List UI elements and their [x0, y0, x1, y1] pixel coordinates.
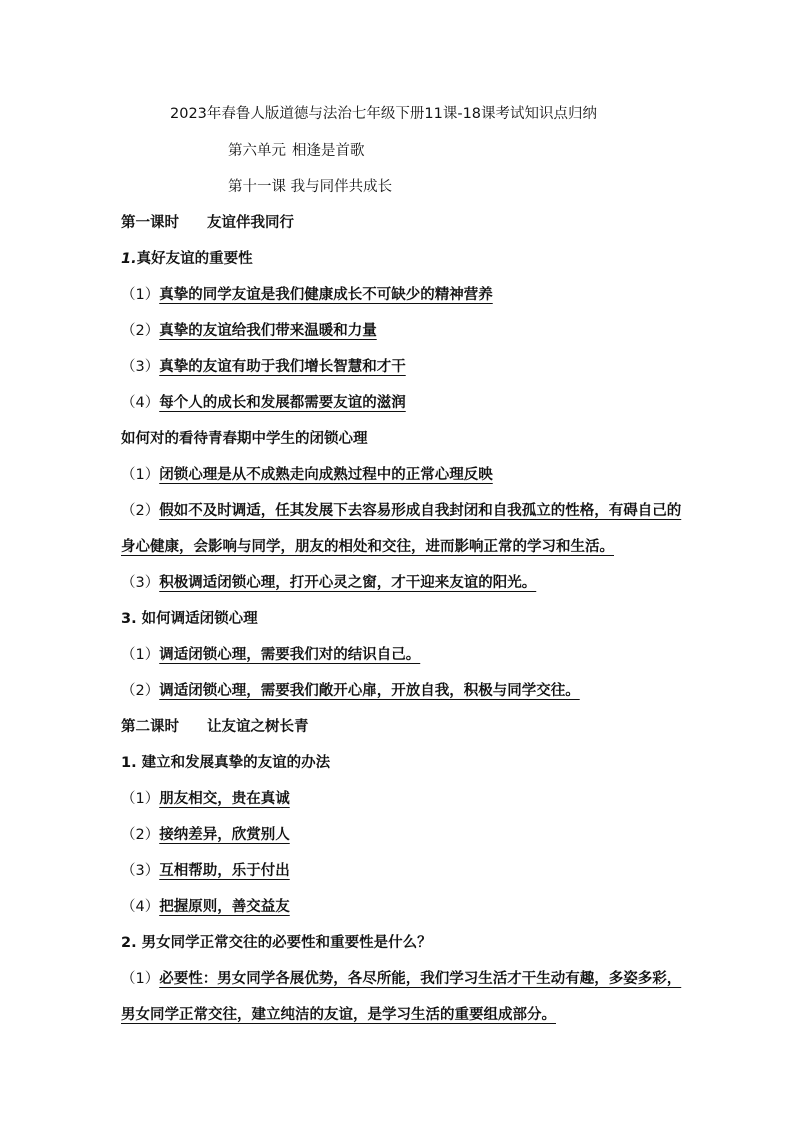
- list-item-continuation: [121, 537, 614, 557]
- period-2-title: 让友谊之树长青: [207, 719, 309, 735]
- list-item: [121, 393, 406, 413]
- list-item: [121, 681, 580, 701]
- list-item-number: （1）: [121, 287, 160, 303]
- period-2-label: 第二课时: [121, 719, 179, 735]
- list-item: [121, 825, 290, 845]
- list-item-text: 闭锁心理是从不成熟走向成熟过程中的正常心理反映: [159, 467, 493, 483]
- list-item: [121, 645, 420, 665]
- list-item: [121, 357, 406, 377]
- list-item-text: 调适闭锁心理，需要我们敞开心扉，开放自我，积极与同学交往。: [159, 683, 580, 699]
- list-item: [121, 501, 681, 521]
- list-item: [121, 789, 290, 809]
- list-item-text: 真挚的友谊给我们带来温暖和力量: [159, 323, 377, 339]
- list-item-text: 真挚的同学友谊是我们健康成长不可缺少的精神营养: [159, 287, 493, 303]
- list-item-text: 积极调适闭锁心理，打开心灵之窗，才干迎来友谊的阳光。: [159, 575, 537, 591]
- document-title: 2023年春鲁人版道德与法治七年级下册11课-18课考试知识点归纳: [170, 106, 598, 122]
- unit-label: 第六单元: [228, 143, 286, 159]
- list-item-number: （2）: [121, 827, 160, 843]
- list-item-number: （2）: [121, 683, 160, 699]
- list-item-continuation: [121, 1005, 556, 1025]
- list-item-text: 必要性：男女同学各展优势，各尽所能，我们学习生活才干生动有趣，多姿多彩，: [159, 971, 682, 987]
- list-item-text: 朋友相交，贵在真诚: [159, 791, 290, 807]
- section-1-number: 1.: [121, 251, 137, 267]
- list-item-number: （1）: [121, 791, 160, 807]
- list-item: [121, 969, 681, 989]
- list-item-number: （2）: [121, 323, 160, 339]
- list-item: [121, 861, 290, 881]
- period-1-heading: [121, 213, 294, 233]
- section-2-heading: 如何对的看待青春期中学生的闭锁心理: [121, 431, 368, 447]
- list-item-text: 男女同学正常交往，建立纯洁的友谊，是学习生活的重要组成部分。: [121, 1007, 556, 1023]
- list-item: [121, 897, 290, 917]
- unit-name: 相逢是首歌: [292, 143, 365, 159]
- list-item-number: （4）: [121, 395, 160, 411]
- list-item-text: 假如不及时调适，任其发展下去容易形成自我封闭和自我孤立的性格，有碍自己的: [159, 503, 682, 519]
- section-1-heading: [121, 249, 253, 269]
- list-item: [121, 573, 536, 593]
- lesson-heading: 第十一课 我与同伴共成长: [228, 179, 393, 195]
- period-2-heading: [121, 717, 309, 737]
- period-1-title: 友谊伴我同行: [207, 215, 294, 231]
- list-item-number: （3）: [121, 863, 160, 879]
- list-item-text: 真挚的友谊有助于我们增长智慧和才干: [159, 359, 406, 375]
- list-item: [121, 285, 493, 305]
- list-item-text: 身心健康，会影响与同学，朋友的相处和交往，进而影响正常的学习和生活。: [121, 539, 614, 555]
- list-item-number: （1）: [121, 467, 160, 483]
- section-4-heading: 1. 建立和发展真挚的友谊的办法: [121, 755, 331, 771]
- list-item-text: 把握原则，善交益友: [159, 899, 290, 915]
- list-item-number: （1）: [121, 971, 160, 987]
- list-item: [121, 321, 377, 341]
- section-3-heading: 3. 如何调适闭锁心理: [121, 611, 258, 627]
- list-item-text: 互相帮助，乐于付出: [159, 863, 290, 879]
- list-item: [121, 465, 493, 485]
- list-item-number: （1）: [121, 647, 160, 663]
- section-1-title: 真好友谊的重要性: [136, 251, 253, 267]
- section-5-heading: 2. 男女同学正常交往的必要性和重要性是什么？: [121, 935, 432, 951]
- list-item-text: 调适闭锁心理，需要我们对的结识自己。: [159, 647, 421, 663]
- list-item-number: （3）: [121, 575, 160, 591]
- list-item-text: 每个人的成长和发展都需要友谊的滋润: [159, 395, 406, 411]
- period-1-label: 第一课时: [121, 215, 179, 231]
- list-item-text: 接纳差异，欣赏别人: [159, 827, 290, 843]
- unit-heading: [228, 141, 365, 161]
- list-item-number: （2）: [121, 503, 160, 519]
- list-item-number: （4）: [121, 899, 160, 915]
- list-item-number: （3）: [121, 359, 160, 375]
